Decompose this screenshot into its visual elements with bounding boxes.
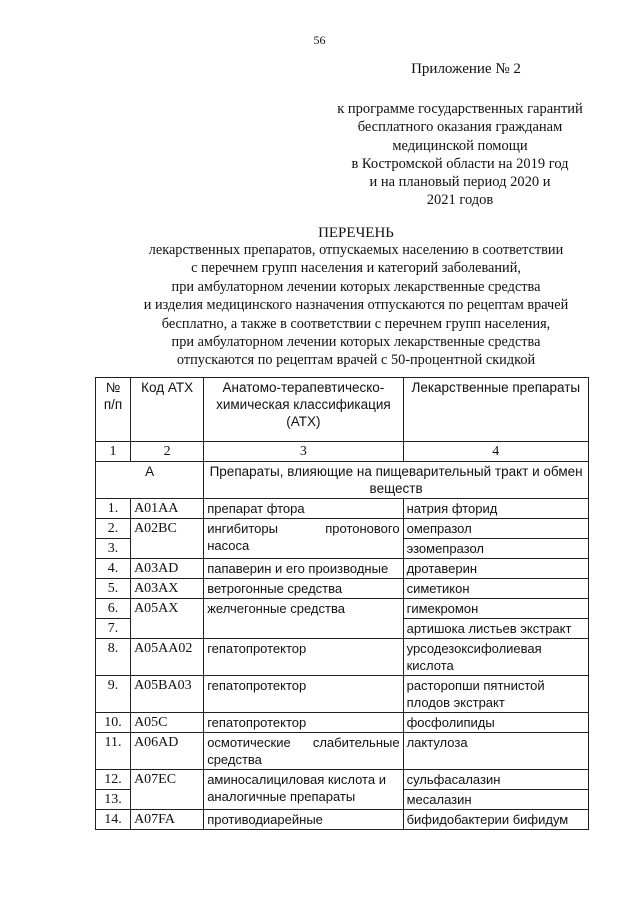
row-number: 2. (96, 519, 131, 539)
drug-name: эзомепразол (403, 539, 588, 559)
row-number: 5. (96, 579, 131, 599)
drug-name: лактулоза (403, 733, 588, 770)
atc-class: гепатопротектор (204, 676, 403, 713)
table-header-row (96, 378, 589, 442)
subtitle-line: с перечнем групп населения и категорий заболеваний, (191, 260, 521, 277)
appendix-line: бесплатного оказания гражданам (357, 119, 563, 136)
atc-class: ветрогонные средства (204, 579, 403, 599)
table-row (96, 519, 589, 539)
row-number: 9. (96, 676, 131, 713)
table-row (96, 599, 589, 619)
appendix-caption (310, 100, 610, 210)
atc-class: ингибиторы протонового насоса (204, 519, 403, 559)
header-classification: Анатомо-терапевтическо-химическая классификация (АТХ) (204, 378, 403, 442)
atc-code: A05BA03 (131, 676, 204, 713)
atc-class: гепатопротектор (204, 639, 403, 676)
atc-class: папаверин и его производные (204, 559, 403, 579)
drug-name: расторопши пятнистой плодов экстракт (403, 676, 588, 713)
table-row (96, 733, 589, 770)
row-number: 8. (96, 639, 131, 676)
drug-name: артишока листьев экстракт (403, 619, 588, 639)
atc-code: A06AD (131, 733, 204, 770)
atc-code: A02BC (131, 519, 204, 559)
table-row (96, 713, 589, 733)
subtitle-line: и изделия медицинского назначения отпускаются по рецептам врачей (143, 297, 569, 314)
subtitle-line: бесплатно, а также в соответствии с перечнем групп населения, (161, 315, 551, 332)
column-index: 4 (403, 442, 588, 462)
drug-name: фосфолипиды (403, 713, 588, 733)
atc-class: препарат фтора (204, 499, 403, 519)
atc-code: A03AD (131, 559, 204, 579)
atc-class: желчегонные средства (204, 599, 403, 639)
document-subtitle (0, 241, 639, 370)
appendix-line: медицинской помощи (392, 137, 528, 154)
drug-name: бифидобактерии бифидум (403, 810, 588, 830)
subtitle-line: отпускаются по рецептам врачей с 50-процентной скидкой (176, 352, 536, 369)
atc-code: A07EC (131, 770, 204, 810)
row-number: 11. (96, 733, 131, 770)
section-title: Препараты, влияющие на пищеварительный тракт и обмен веществ (204, 462, 589, 499)
page-number: 56 (313, 33, 326, 47)
drug-name: омепразол (403, 519, 588, 539)
header-drugs: Лекарственные препараты (403, 378, 588, 442)
row-number: 13. (96, 790, 131, 810)
atc-class: гепатопротектор (204, 713, 403, 733)
column-index: 1 (96, 442, 131, 462)
header-atc-code: Код АТХ (131, 378, 204, 442)
drug-name: гимекромон (403, 599, 588, 619)
drug-name: сульфасалазин (403, 770, 588, 790)
atc-code: A01AA (131, 499, 204, 519)
atc-code: A05AA02 (131, 639, 204, 676)
atc-code: A05AX (131, 599, 204, 639)
atc-code: A07FA (131, 810, 204, 830)
table-row (96, 676, 589, 713)
header-number: № п/п (96, 378, 131, 442)
atc-class: противодиарейные (204, 810, 403, 830)
row-number: 14. (96, 810, 131, 830)
row-number: 4. (96, 559, 131, 579)
table-row (96, 499, 589, 519)
drug-name: симетикон (403, 579, 588, 599)
column-index: 2 (131, 442, 204, 462)
table-row (96, 810, 589, 830)
atc-code: A03AX (131, 579, 204, 599)
atc-class: аминосалициловая кислота и аналогичные препараты (204, 770, 403, 810)
table-row (96, 770, 589, 790)
table-row (96, 579, 589, 599)
row-number: 12. (96, 770, 131, 790)
appendix-line: и на плановый период 2020 и (369, 174, 551, 191)
drug-name: месалазин (403, 790, 588, 810)
table-row (96, 639, 589, 676)
row-number: 7. (96, 619, 131, 639)
row-number: 6. (96, 599, 131, 619)
subtitle-line: лекарственных препаратов, отпускаемых населению в соответствии (148, 242, 564, 258)
appendix-line: к программе государственных гарантий (337, 101, 583, 117)
section-row (96, 462, 589, 499)
table-row (96, 559, 589, 579)
appendix-line: 2021 годов (426, 192, 494, 209)
section-code: А (96, 462, 204, 499)
drug-name: натрия фторид (403, 499, 588, 519)
appendix-line: в Костромской области на 2019 год (351, 155, 569, 172)
atc-code: A05C (131, 713, 204, 733)
row-number: 10. (96, 713, 131, 733)
document-heading: ПЕРЕЧЕНЬ (318, 225, 394, 241)
drug-name: урсодезоксифолиевая кислота (403, 639, 588, 676)
appendix-title: Приложение № 2 (411, 61, 521, 77)
row-number: 1. (96, 499, 131, 519)
drug-list-table (95, 377, 589, 830)
drug-name: дротаверин (403, 559, 588, 579)
row-number: 3. (96, 539, 131, 559)
atc-class: осмотические слабительные средства (204, 733, 403, 770)
subtitle-line: при амбулаторном лечении которых лекарственные средства (171, 278, 541, 295)
column-index: 3 (204, 442, 403, 462)
subtitle-line: при амбулаторном лечении которых лекарственные средства (171, 334, 541, 351)
column-index-row (96, 442, 589, 462)
